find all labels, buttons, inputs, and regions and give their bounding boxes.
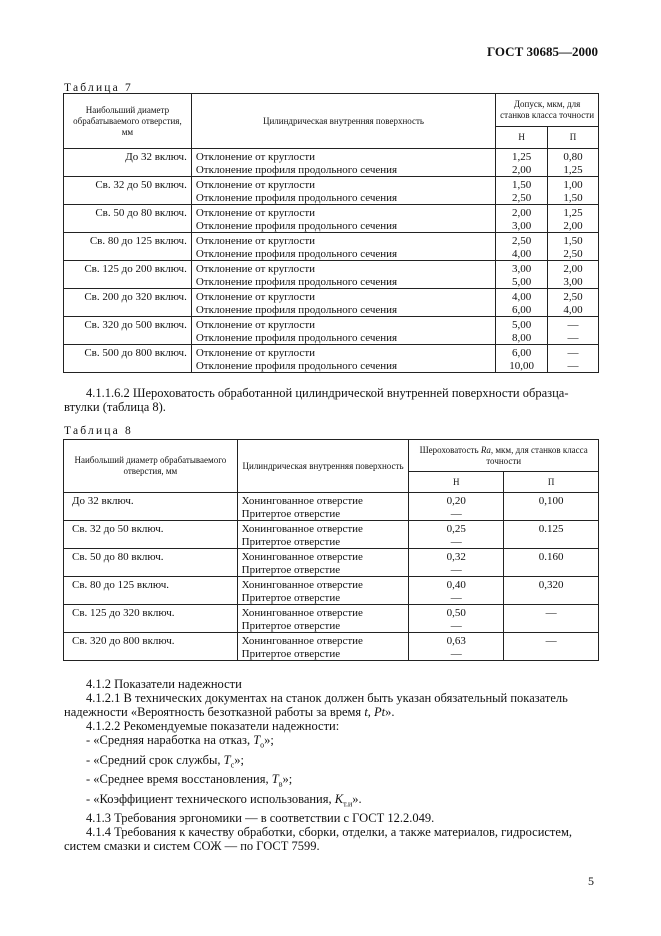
cell-class-n [496, 177, 548, 205]
surface-line-1: Отклонение от круглости [195, 347, 316, 359]
symbol-subscript: в [278, 779, 283, 789]
paragraph-4-1-2: 4.1.2 Показатели надежности [86, 677, 242, 691]
cell-diameter: Св. 32 до 50 включ. [64, 521, 238, 549]
paragraph-4-1-1-6-2: 4.1.1.6.2 Шероховатость обработанной цилиндрической внутренней поверхности образца-втулки (таблица 8). [64, 386, 569, 414]
table-row [64, 149, 599, 177]
closing-quote: ». [385, 705, 395, 719]
value-p-1: 0,320 [538, 579, 564, 591]
value-n-1: 3,00 [511, 263, 532, 275]
cell-class-n [496, 289, 548, 317]
value-p-1: 1,50 [563, 235, 583, 247]
value-p-1: 1,00 [563, 179, 583, 191]
col-header-tolerance: Допуск, мкм, для станков класса точности [496, 94, 599, 127]
surface-line-2: Притертое отверстие [241, 563, 341, 576]
list-item [64, 753, 598, 773]
value-n-2: 2,00 [511, 163, 532, 176]
list-item-text: - «Средний срок службы, [86, 752, 224, 767]
cell-surface [191, 177, 495, 205]
symbol-t: t [364, 705, 368, 719]
surface-line-2: Притертое отверстие [241, 619, 341, 632]
surface-line-1: Отклонение от круглости [195, 319, 316, 331]
table-row [64, 317, 599, 345]
value-n-1: 5,00 [511, 319, 532, 331]
value-p-1: — [567, 319, 579, 331]
symbol: T [271, 772, 279, 786]
surface-line-2: Притертое отверстие [241, 647, 341, 660]
value-p-2: 2,50 [563, 247, 583, 260]
table-row [64, 345, 599, 373]
list-item [64, 772, 598, 792]
value-n-1: 1,25 [511, 151, 532, 163]
table-row [64, 205, 599, 233]
col-header-class-n: Н [496, 127, 548, 149]
value-n-2: 6,00 [511, 303, 532, 316]
roughness-ra-symbol: Ra [480, 444, 491, 455]
value-n-2: 8,00 [511, 331, 532, 344]
cell-class-n [496, 233, 548, 261]
col-header-surface: Цилиндрическая внутренняя поверхность [191, 94, 495, 149]
separator: , [367, 705, 375, 719]
cell-surface [191, 233, 495, 261]
page-number: 5 [588, 874, 594, 888]
surface-line-2: Притертое отверстие [241, 507, 341, 520]
table-7 [63, 93, 599, 373]
value-p-1: 2,00 [563, 263, 583, 275]
col-header-class-n: Н [409, 472, 504, 493]
value-n-1: 0,32 [446, 551, 466, 563]
cell-diameter: До 32 включ. [64, 149, 192, 177]
table-8-caption: Таблица 8 [64, 425, 133, 437]
value-p-1: — [545, 635, 557, 647]
table-row [64, 577, 599, 605]
list-item [64, 792, 598, 812]
cell-diameter: Св. 80 до 125 включ. [64, 577, 238, 605]
value-n-2: 4,00 [511, 247, 532, 260]
cell-diameter: Св. 32 до 50 включ. [64, 177, 192, 205]
cell-surface [191, 205, 495, 233]
value-n-1: 1,50 [511, 179, 532, 191]
cell-class-p [504, 549, 599, 577]
table-8 [63, 439, 599, 661]
cell-diameter: Св. 320 до 800 включ. [64, 633, 238, 661]
surface-line-1: Хонингованное отверстие [241, 579, 363, 591]
value-n-2: 10,00 [509, 359, 534, 372]
cell-class-n [409, 549, 504, 577]
surface-line-2: Отклонение профиля продольного сечения [195, 163, 398, 176]
col-header-class-p: П [548, 127, 599, 149]
cell-class-p [548, 289, 599, 317]
surface-line-2: Отклонение профиля продольного сечения [195, 219, 398, 232]
cell-surface [237, 549, 409, 577]
cell-class-p [548, 233, 599, 261]
value-n-2: — [450, 535, 462, 548]
table-row [64, 521, 599, 549]
cell-diameter: Св. 50 до 80 включ. [64, 205, 192, 233]
cell-class-n [409, 605, 504, 633]
value-p-1: 0.160 [538, 551, 564, 563]
value-n-1: 6,00 [511, 347, 532, 359]
list-item [64, 733, 598, 753]
list-item-text: - «Среднее время восстановления, [86, 772, 272, 786]
paragraph-4-1-2-1 [64, 691, 598, 719]
value-p-2: 1,25 [563, 163, 583, 176]
cell-class-n [409, 633, 504, 661]
surface-line-2: Отклонение профиля продольного сечения [195, 331, 398, 344]
value-p-2: 2,00 [563, 219, 583, 232]
col-header-diameter: Наибольший диаметр обрабатываемого отверстия, мм [64, 440, 238, 493]
value-p-1: 0.125 [538, 523, 564, 535]
cell-surface [191, 345, 495, 373]
cell-class-p [504, 493, 599, 521]
value-n-2: 3,00 [511, 219, 532, 232]
surface-line-2: Отклонение профиля продольного сечения [195, 303, 398, 316]
cell-diameter: Св. 80 до 125 включ. [64, 233, 192, 261]
list-item-end: »; [234, 752, 244, 767]
cell-diameter: Св. 500 до 800 включ. [64, 345, 192, 373]
value-p-1: — [545, 607, 557, 619]
col-header-diameter: Наибольший диаметр обрабатываемого отверстия, мм [64, 94, 192, 149]
reliability-list [64, 733, 598, 811]
value-n-2: — [450, 507, 462, 520]
surface-line-1: Отклонение от круглости [195, 179, 316, 191]
surface-line-1: Хонингованное отверстие [241, 523, 363, 535]
cell-surface [191, 149, 495, 177]
value-n-1: 0,40 [446, 579, 466, 591]
table-row [64, 633, 599, 661]
surface-line-1: Отклонение от круглости [195, 151, 316, 163]
value-n-1: 4,00 [511, 291, 532, 303]
cell-class-p [504, 633, 599, 661]
paragraph-4-1-2-1-text: 4.1.2.1 В технических документах на станок должен быть указан обязательный показатель надежности «Вероятность безотказной работы за время [64, 691, 568, 719]
cell-surface [191, 317, 495, 345]
cell-diameter: Св. 125 до 200 включ. [64, 261, 192, 289]
value-n-2: — [450, 647, 462, 660]
surface-line-1: Хонингованное отверстие [241, 495, 363, 507]
symbol: T [223, 752, 231, 767]
col-header-roughness [409, 440, 599, 472]
value-p-1: — [567, 347, 579, 359]
value-p-1: 2,50 [563, 291, 583, 303]
cell-surface [237, 521, 409, 549]
cell-class-n [496, 261, 548, 289]
cell-class-p [548, 205, 599, 233]
symbol-pt: Pt [374, 705, 386, 719]
surface-line-1: Отклонение от круглости [195, 291, 316, 303]
table-row [64, 493, 599, 521]
value-p-2: — [567, 331, 579, 344]
cell-class-n [496, 205, 548, 233]
cell-class-n [409, 493, 504, 521]
surface-line-2: Отклонение профиля продольного сечения [195, 191, 398, 204]
symbol-subscript: о [260, 740, 265, 750]
cell-class-p [548, 177, 599, 205]
symbol-subscript: т.и [343, 799, 353, 808]
roughness-label-end: , мкм, для станков класса точности [486, 444, 588, 466]
value-n-1: 0,63 [446, 635, 466, 647]
cell-class-p [548, 261, 599, 289]
list-item-end: »; [282, 772, 293, 786]
paragraph-4-1-3: 4.1.3 Требования эргономики — в соответствии с ГОСТ 12.2.049. [86, 811, 435, 825]
surface-line-2: Отклонение профиля продольного сечения [195, 359, 398, 372]
cell-class-p [504, 605, 599, 633]
paragraph-4-1-4: 4.1.4 Требования к качеству обработки, сборки, отделки, а также материалов, гидросистем, систем смазки и систем СОЖ — по ГОСТ 7599. [64, 825, 572, 853]
value-n-2: 2,50 [511, 191, 532, 204]
surface-line-1: Отклонение от круглости [195, 235, 316, 247]
value-n-2: 5,00 [511, 275, 532, 288]
cell-class-p [504, 521, 599, 549]
value-p-2: 1,50 [563, 191, 583, 204]
reliability-section [64, 677, 598, 853]
cell-surface [237, 493, 409, 521]
value-p-1: 0,80 [563, 151, 583, 163]
cell-class-p [504, 577, 599, 605]
value-n-2: — [450, 591, 462, 604]
cell-class-p [548, 149, 599, 177]
value-n-2: — [450, 563, 462, 576]
col-header-class-p: П [504, 472, 599, 493]
value-p-1: 0,100 [538, 495, 564, 507]
cell-class-p [548, 345, 599, 373]
surface-line-2: Отклонение профиля продольного сечения [195, 275, 398, 288]
surface-line-2: Отклонение профиля продольного сечения [195, 247, 398, 260]
value-p-2: 4,00 [563, 303, 583, 316]
value-n-1: 0,50 [446, 607, 466, 619]
surface-line-1: Отклонение от круглости [195, 263, 316, 275]
roughness-label-start: Шероховатость [419, 444, 481, 455]
cell-diameter: Св. 50 до 80 включ. [64, 549, 238, 577]
table-7-caption: Таблица 7 [64, 82, 133, 94]
surface-line-1: Хонингованное отверстие [241, 635, 363, 647]
table-row [64, 289, 599, 317]
value-n-1: 2,00 [511, 207, 532, 219]
cell-class-n [496, 345, 548, 373]
paragraph-4-1-2-2: 4.1.2.2 Рекомендуемые показатели надежности: [86, 719, 340, 733]
surface-line-1: Хонингованное отверстие [241, 607, 363, 619]
value-p-1: 1,25 [563, 207, 583, 219]
list-item-end: ». [352, 791, 362, 806]
value-n-1: 0,25 [446, 523, 466, 535]
cell-class-n [409, 577, 504, 605]
cell-surface [237, 633, 409, 661]
table-row [64, 549, 599, 577]
surface-line-2: Притертое отверстие [241, 535, 341, 548]
list-item-text: - «Средняя наработка на отказ, [86, 733, 254, 747]
cell-diameter: Св. 200 до 320 включ. [64, 289, 192, 317]
cell-diameter: Св. 320 до 500 включ. [64, 317, 192, 345]
table-row [64, 177, 599, 205]
table-row [64, 605, 599, 633]
surface-line-1: Хонингованное отверстие [241, 551, 363, 563]
cell-class-p [548, 317, 599, 345]
value-p-2: 3,00 [563, 275, 583, 288]
cell-class-n [496, 317, 548, 345]
symbol: T [253, 733, 261, 747]
surface-line-2: Притертое отверстие [241, 591, 341, 604]
cell-class-n [496, 149, 548, 177]
symbol: K [334, 791, 344, 806]
list-item-end: »; [264, 733, 274, 747]
symbol-subscript: с [230, 760, 235, 769]
surface-line-1: Отклонение от круглости [195, 207, 316, 219]
cell-surface [191, 261, 495, 289]
value-n-1: 0,20 [446, 495, 466, 507]
col-header-surface: Цилиндрическая внутренняя поверхность [237, 440, 409, 493]
value-p-2: — [567, 359, 579, 372]
cell-surface [237, 605, 409, 633]
cell-class-n [409, 521, 504, 549]
table-row [64, 233, 599, 261]
cell-diameter: До 32 включ. [64, 493, 238, 521]
list-item-text: - «Коэффициент технического использования, [86, 791, 335, 806]
cell-surface [191, 289, 495, 317]
value-n-2: — [450, 619, 462, 632]
document-number: ГОСТ 30685—2000 [486, 44, 598, 59]
table-row [64, 261, 599, 289]
value-n-1: 2,50 [511, 235, 532, 247]
cell-diameter: Св. 125 до 320 включ. [64, 605, 238, 633]
cell-surface [237, 577, 409, 605]
